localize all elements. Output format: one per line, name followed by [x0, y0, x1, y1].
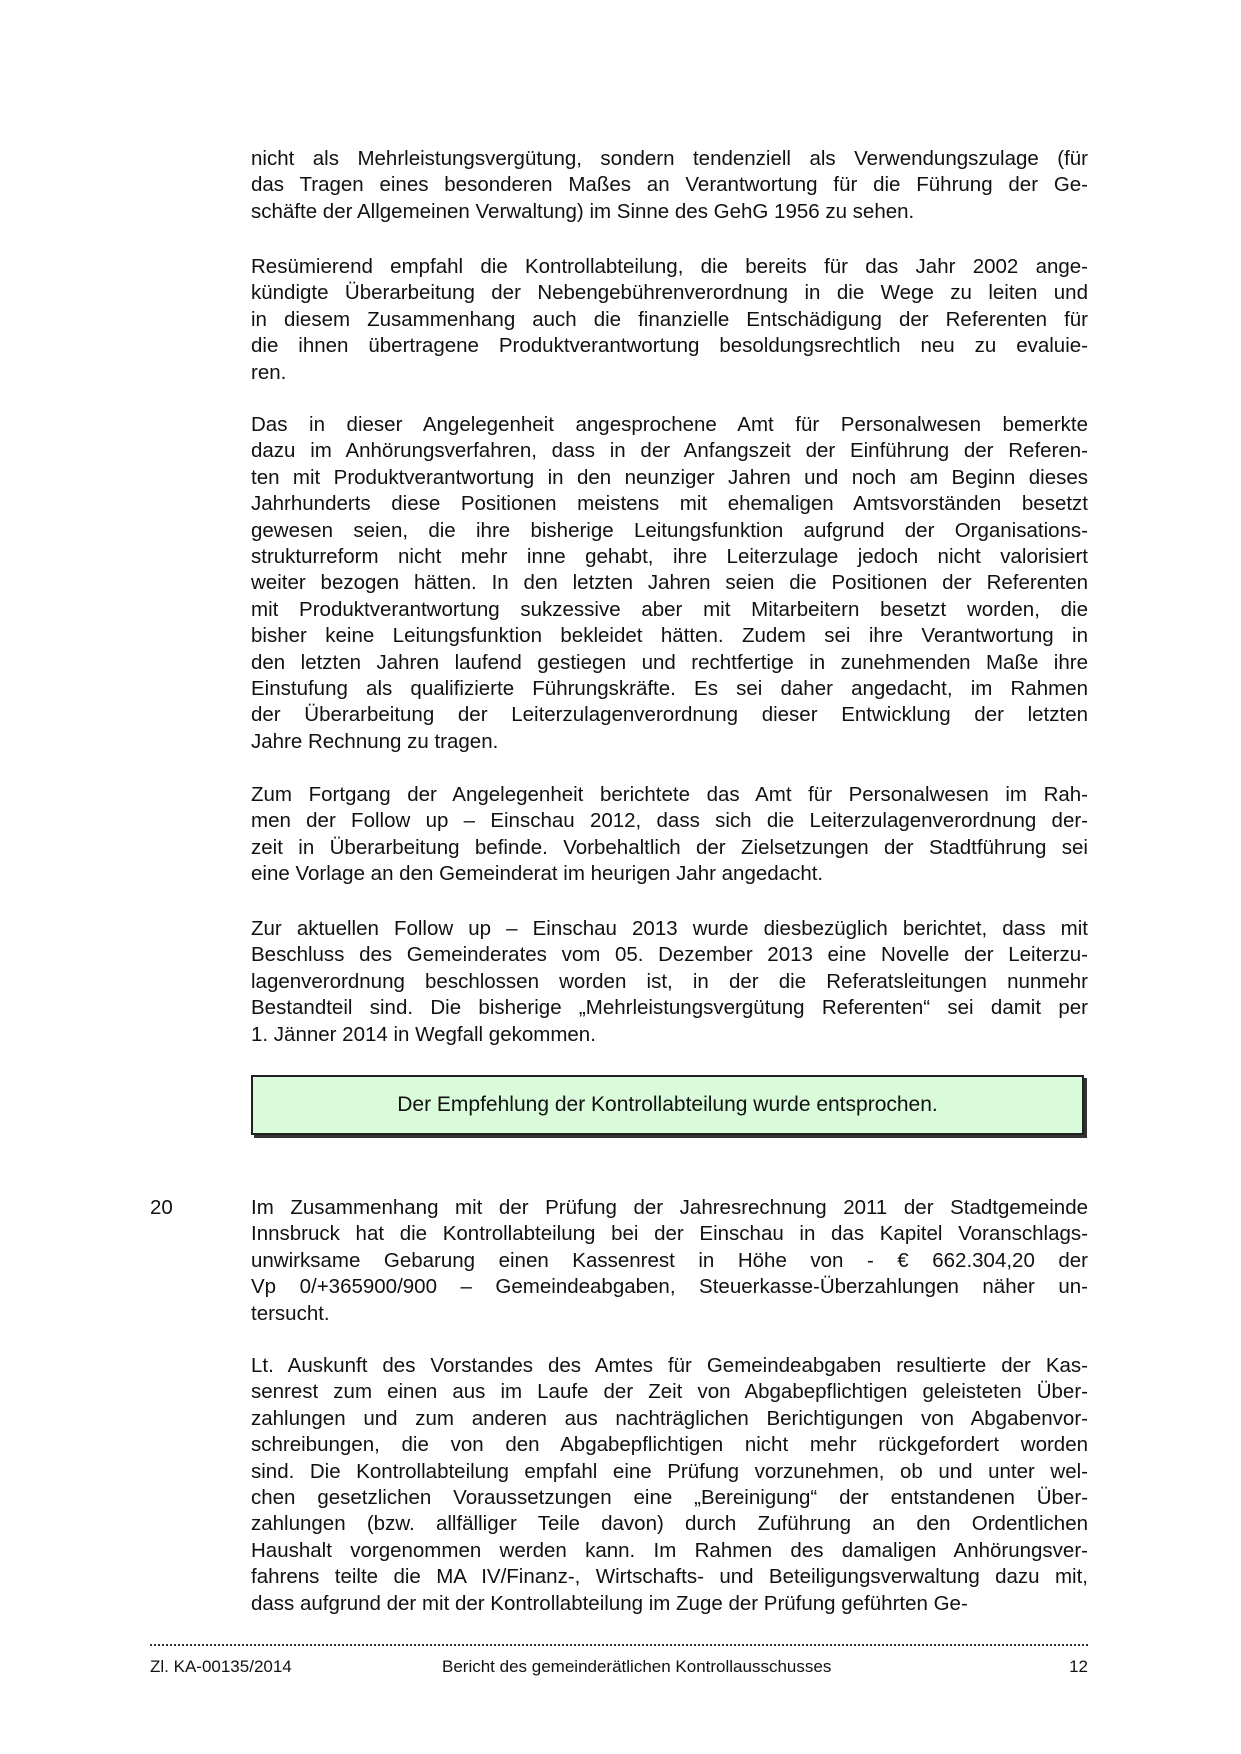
text-line: bisher keine Leitungsfunktion bekleidet hätten. Zudem sei ihre Verantwortung in: [251, 624, 1088, 648]
text-line: 1. Jänner 2014 in Wegfall gekommen.: [251, 1022, 596, 1046]
text-line: kündigte Überarbeitung der Nebengebührenverordnung in die Wege zu leiten und: [251, 281, 1088, 305]
text-line: chen gesetzlichen Voraussetzungen eine „Bereinigung“ der entstandenen Über-: [251, 1486, 1088, 1510]
text-line: schäfte der Allgemeinen Verwaltung) im Sinne des GehG 1956 zu sehen.: [251, 199, 915, 223]
paragraph: [251, 782, 1088, 888]
paragraph: [251, 412, 1088, 755]
text-line: ten mit Produktverantwortung in den neunziger Jahren und noch am Beginn dieses: [251, 465, 1088, 489]
text-line: der Überarbeitung der Leiterzulagenverordnung dieser Entwicklung der letzten: [251, 703, 1088, 727]
text-line: zeit in Überarbeitung befinde. Vorbehaltlich der Zielsetzungen der Stadtführung sei: [251, 835, 1088, 859]
recommendation-status-text: Der Empfehlung der Kontrollabteilung wurde entsprochen.: [397, 1093, 938, 1116]
text-line: Jahrhunderts diese Positionen meistens mit ehemaligen Amtsvorständen besetzt: [251, 492, 1088, 516]
text-line: Zum Fortgang der Angelegenheit berichtete das Amt für Personalwesen im Rah-: [251, 783, 1088, 806]
text-line: Bestandteil sind. Die bisherige „Mehrleistungsvergütung Referenten“ sei damit per: [251, 996, 1088, 1020]
page-number: 12: [1069, 1657, 1088, 1676]
text-line: unwirksame Gebarung einen Kassenrest in Höhe von - € 662.304,20 der: [251, 1248, 1088, 1272]
text-line: eine Vorlage an den Gemeinderat im heurigen Jahr angedacht.: [251, 862, 824, 886]
text-line: fahrens teilte die MA IV/Finanz-, Wirtschafts- und Beteiligungsverwaltung dazu mit,: [251, 1565, 1088, 1589]
paragraph: [251, 146, 1088, 225]
text-line: sind. Die Kontrollabteilung empfahl eine Prüfung vorzunehmen, ob und unter wel-: [251, 1459, 1088, 1483]
text-line: senrest zum einen aus im Laufe der Zeit von Abgabepflichtigen geleisteten Über-: [251, 1380, 1088, 1404]
text-line: dass aufgrund der mit der Kontrollabteilung im Zuge der Prüfung geführten Ge-: [251, 1591, 968, 1615]
text-line: strukturreform nicht mehr inne gehabt, ihre Leiterzulage jedoch nicht valorisiert: [251, 545, 1088, 569]
text-line: den letzten Jahren laufend gestiegen und rechtfertige in zunehmenden Maße ihre: [251, 650, 1088, 674]
text-line: nicht als Mehrleistungsvergütung, sondern tendenziell als Verwendungszulage (für: [251, 147, 1088, 170]
text-line: Haushalt vorgenommen werden kann. Im Rahmen des damaligen Anhörungsver-: [251, 1538, 1088, 1562]
text-line: Im Zusammenhang mit der Prüfung der Jahresrechnung 2011 der Stadtgemeinde: [251, 1196, 1088, 1219]
footer-title: Bericht des gemeinderätlichen Kontrollausschusses: [442, 1657, 832, 1676]
text-line: zahlungen und zum anderen aus nachträglichen Berichtigungen von Abgabenvor-: [251, 1406, 1088, 1430]
paragraph: [251, 254, 1088, 386]
text-line: in diesem Zusammenhang auch die finanzielle Entschädigung der Referenten für: [251, 307, 1088, 331]
text-line: gewesen seien, die ihre bisherige Leitungsfunktion aufgrund der Organisations-: [251, 518, 1088, 542]
text-line: Das in dieser Angelegenheit angesprochene Amt für Personalwesen bemerkte: [251, 413, 1088, 436]
text-line: dazu im Anhörungsverfahren, dass in der Anfangszeit der Einführung der Referen-: [251, 439, 1088, 463]
paragraph: [251, 1195, 1088, 1327]
text-line: Vp 0/+365900/900 – Gemeindeabgaben, Steuerkasse-Überzahlungen näher un-: [251, 1275, 1088, 1299]
recommendation-status-box: [251, 1075, 1084, 1135]
text-line: Jahre Rechnung zu tragen.: [251, 729, 499, 753]
text-line: ren.: [251, 360, 287, 384]
text-line: Lt. Auskunft des Vorstandes des Amtes für Gemeindeabgaben resultierte der Kas-: [251, 1354, 1088, 1377]
text-line: Innsbruck hat die Kontrollabteilung bei der Einschau in das Kapitel Voranschlags-: [251, 1222, 1088, 1246]
footer-reference: Zl. KA-00135/2014: [150, 1657, 292, 1676]
text-line: das Tragen eines besonderen Maßes an Verantwortung für die Führung der Ge-: [251, 173, 1088, 197]
text-line: Beschluss des Gemeinderates vom 05. Dezember 2013 eine Novelle der Leiterzu-: [251, 943, 1088, 967]
text-line: die ihnen übertragene Produktverantwortung besoldungsrechtlich neu zu evaluie-: [251, 334, 1088, 358]
text-line: mit Produktverantwortung sukzessive aber mit Mitarbeitern besetzt worden, die: [251, 597, 1088, 621]
text-line: Zur aktuellen Follow up – Einschau 2013 wurde diesbezüglich berichtet, dass mit: [251, 917, 1088, 940]
text-line: Resümierend empfahl die Kontrollabteilung, die bereits für das Jahr 2002 ange-: [251, 255, 1088, 278]
item-number: 20: [150, 1196, 173, 1219]
text-line: schreibungen, die von den Abgabepflichtigen nicht mehr rückgefordert worden: [251, 1433, 1088, 1457]
text-line: weiter bezogen hätten. In den letzten Jahren seien die Positionen der Referenten: [251, 571, 1088, 595]
paragraph: [251, 1353, 1088, 1617]
text-line: tersucht.: [251, 1301, 330, 1325]
text-line: men der Follow up – Einschau 2012, dass sich die Leiterzulagenverordnung der-: [251, 809, 1088, 833]
text-line: zahlungen (bzw. allfälliger Teile davon) durch Zuführung an den Ordentlichen: [251, 1512, 1088, 1536]
text-line: Einstufung als qualifizierte Führungskräfte. Es sei daher angedacht, im Rahmen: [251, 677, 1088, 701]
paragraph: [251, 916, 1088, 1048]
text-line: lagenverordnung beschlossen worden ist, in der die Referatsleitungen nunmehr: [251, 969, 1088, 993]
footer-divider: [150, 1644, 1088, 1646]
